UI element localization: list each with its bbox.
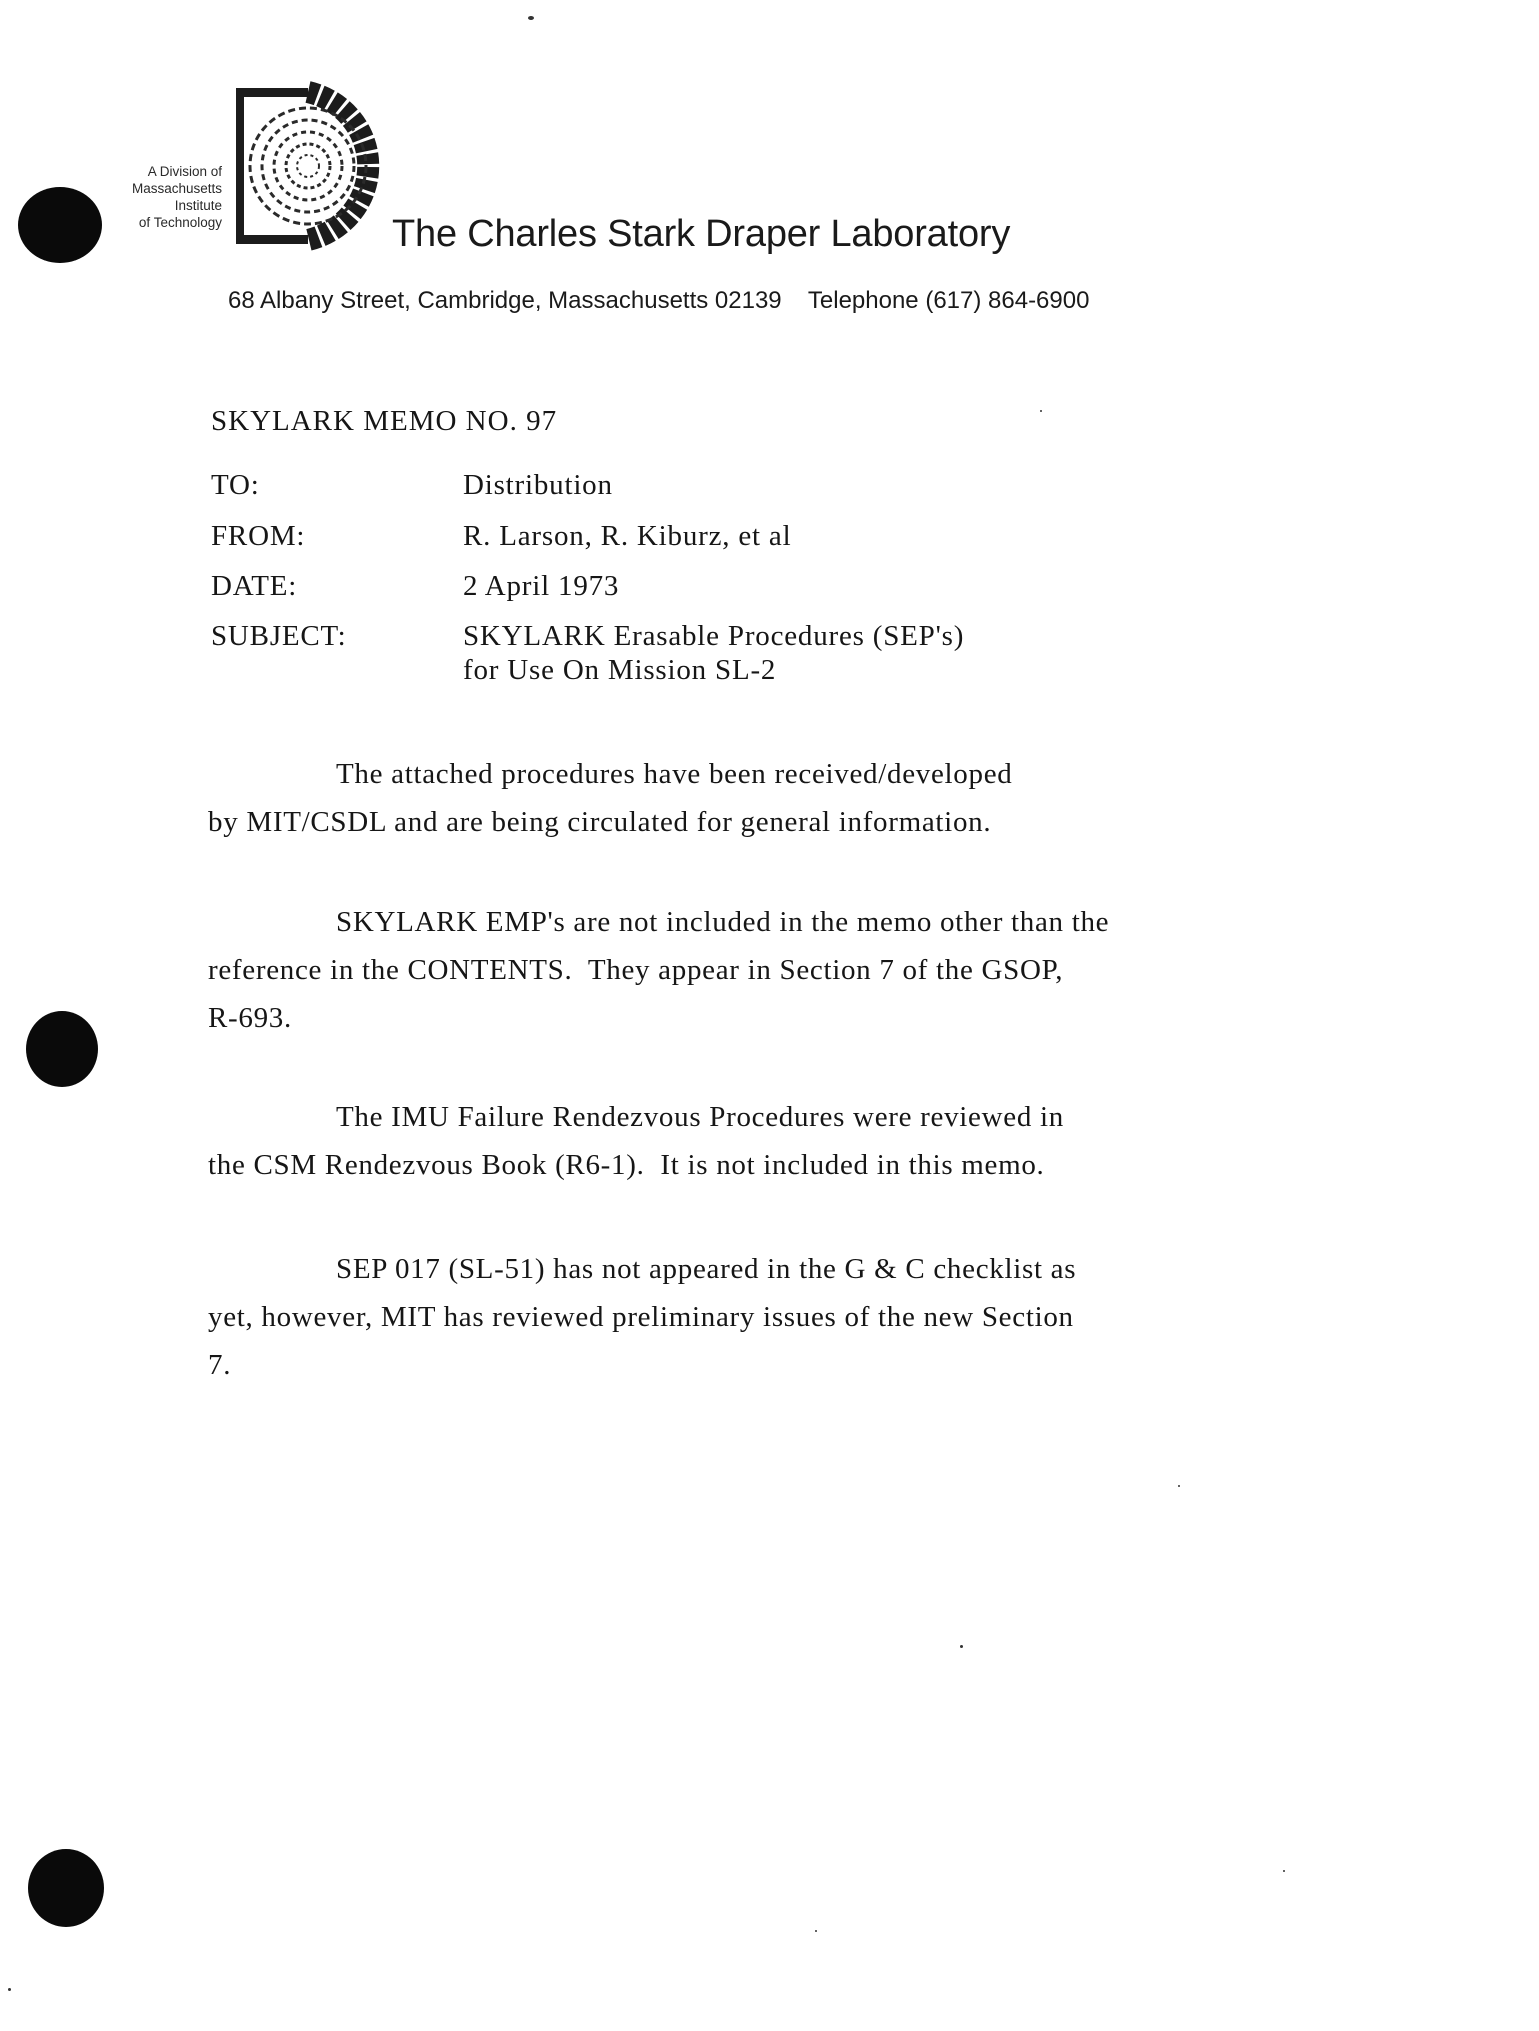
paragraph-1 (208, 750, 1012, 846)
scan-speck (528, 16, 534, 20)
scan-speck (1283, 1870, 1285, 1872)
from-label: FROM: (211, 520, 306, 552)
paragraph-line: 7. (208, 1349, 232, 1381)
mit-division-note (90, 163, 222, 231)
division-line: Massachusetts (131, 181, 222, 196)
paragraph-2 (208, 898, 1109, 1042)
laboratory-address: 68 Albany Street, Cambridge, Massachusetts 02139 Telephone (617) 864-6900 (228, 287, 1090, 314)
subject-line-1: SKYLARK Erasable Procedures (SEP's) (463, 620, 965, 652)
draper-d-logo (222, 80, 408, 252)
paragraph-line: by MIT/CSDL and are being circulated for general information. (208, 806, 992, 838)
scan-speck (8, 1988, 11, 1991)
paragraph-line: SKYLARK EMP's are not included in the memo other than the (336, 906, 1110, 938)
to-label: TO: (211, 469, 260, 501)
paragraph-3 (208, 1093, 1064, 1189)
laboratory-name: The Charles Stark Draper Laboratory (392, 213, 1011, 255)
paragraph-line: The attached procedures have been received/developed (336, 758, 1013, 790)
scan-speck (960, 1645, 963, 1648)
division-line: of Technology (138, 215, 222, 230)
scan-speck (1040, 410, 1042, 412)
scan-speck (815, 1930, 817, 1932)
division-line: Institute (174, 198, 222, 213)
to-value: Distribution (463, 469, 613, 501)
division-line: A Division of (147, 164, 222, 179)
memo-number: SKYLARK MEMO NO. 97 (211, 405, 558, 437)
paragraph-line: reference in the CONTENTS. They appear in Section 7 of the GSOP, (208, 954, 1064, 986)
scan-speck (1178, 1485, 1180, 1487)
subject-label: SUBJECT: (211, 620, 347, 652)
paragraph-line: yet, however, MIT has reviewed preliminary issues of the new Section (208, 1301, 1074, 1333)
paragraph-line: R-693. (208, 1002, 292, 1034)
punch-hole-middle (26, 1011, 98, 1087)
date-label: DATE: (211, 570, 298, 602)
from-value: R. Larson, R. Kiburz, et al (463, 520, 792, 552)
subject-line-2: for Use On Mission SL-2 (463, 654, 777, 686)
paragraph-line: the CSM Rendezvous Book (R6-1). It is not included in this memo. (208, 1149, 1045, 1181)
paragraph-line: The IMU Failure Rendezvous Procedures were reviewed in (336, 1101, 1064, 1133)
date-value: 2 April 1973 (463, 570, 620, 602)
punch-hole-bottom (28, 1849, 104, 1927)
paragraph-4 (208, 1245, 1076, 1389)
paragraph-line: SEP 017 (SL-51) has not appeared in the G & C checklist as (336, 1253, 1077, 1285)
